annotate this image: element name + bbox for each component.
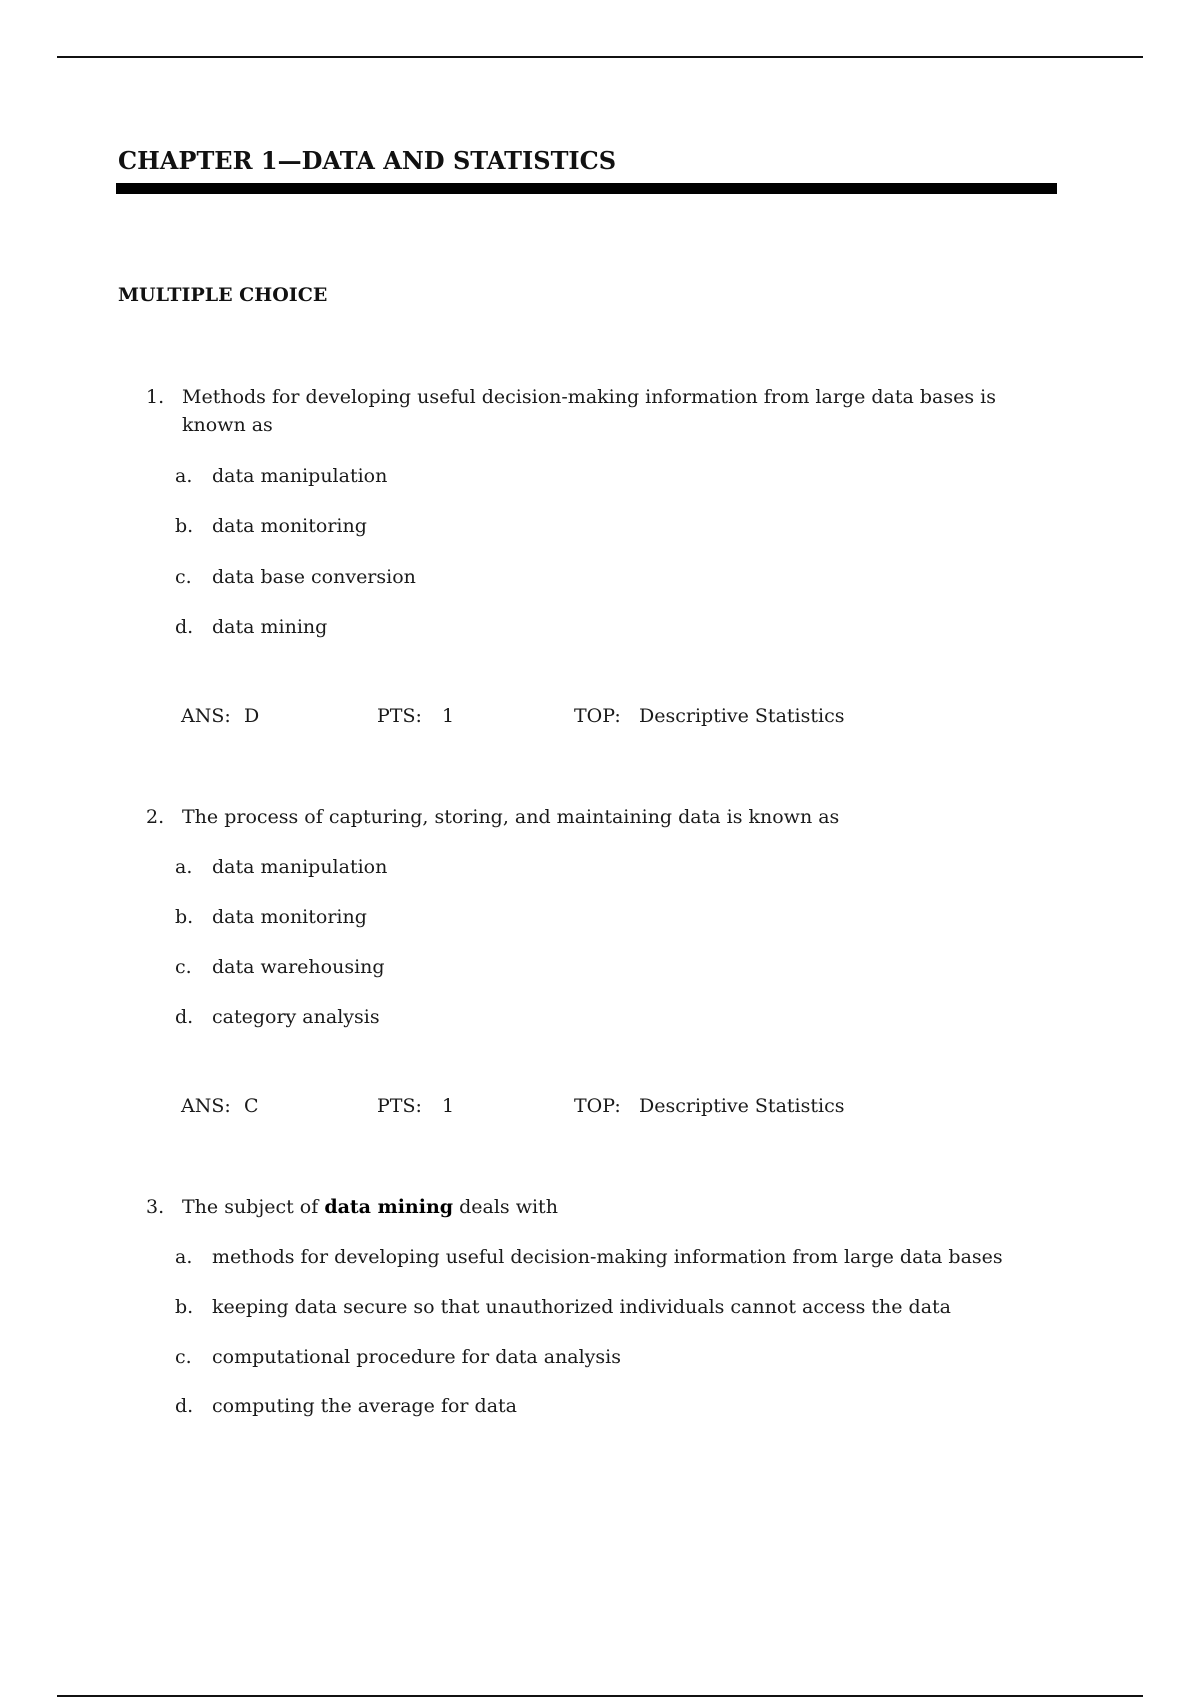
question-text	[182, 1193, 1052, 1221]
ans-value: C	[244, 1095, 259, 1117]
option-text: data monitoring	[212, 906, 367, 928]
section-heading: MULTIPLE CHOICE	[118, 284, 328, 306]
pts-label: PTS:	[377, 1095, 422, 1117]
question-text-emphasis: data mining	[324, 1196, 454, 1218]
option-text: category analysis	[212, 1006, 380, 1028]
option-b	[175, 512, 367, 540]
option-letter: b.	[175, 1296, 194, 1318]
question-text: The process of capturing, storing, and maintaining data is known as	[182, 806, 840, 828]
option-letter: b.	[175, 515, 194, 537]
option-text: data monitoring	[212, 515, 367, 537]
option-letter: a.	[175, 1246, 193, 1268]
option-c	[175, 563, 416, 591]
pts-value: 1	[442, 705, 455, 727]
option-b	[175, 903, 367, 931]
option-a	[175, 462, 387, 490]
question-number: 2.	[146, 806, 165, 828]
top-value: Descriptive Statistics	[639, 1095, 845, 1117]
ans-value: D	[244, 705, 260, 727]
question-number: 3.	[146, 1196, 165, 1218]
top-value: Descriptive Statistics	[639, 705, 845, 727]
question-text: Methods for developing useful decision-making information from large data bases is known as	[182, 386, 996, 436]
question-text-before: The subject of	[182, 1196, 325, 1218]
option-text: data manipulation	[212, 465, 388, 487]
question-number: 1.	[146, 386, 165, 408]
option-text: data mining	[212, 616, 328, 638]
option-text: methods for developing useful decision-making information from large data bases	[212, 1246, 1003, 1268]
option-d	[175, 613, 327, 641]
top-label: TOP:	[574, 1095, 621, 1117]
option-letter: b.	[175, 906, 194, 928]
ans-label: ANS:	[181, 705, 231, 727]
option-text: data warehousing	[212, 956, 385, 978]
option-letter: a.	[175, 856, 193, 878]
option-b	[175, 1293, 951, 1321]
option-text: computing the average for data	[212, 1395, 518, 1417]
option-letter: d.	[175, 1395, 194, 1417]
option-d	[175, 1003, 380, 1031]
option-letter: c.	[175, 1346, 192, 1368]
pts-label: PTS:	[377, 705, 422, 727]
option-letter: c.	[175, 956, 192, 978]
option-text: data base conversion	[212, 566, 416, 588]
option-text: data manipulation	[212, 856, 388, 878]
option-letter: c.	[175, 566, 192, 588]
option-letter: a.	[175, 465, 193, 487]
option-text: computational procedure for data analysis	[212, 1346, 621, 1368]
pts-value: 1	[442, 1095, 455, 1117]
option-a	[175, 1243, 1003, 1271]
question-text-after: deals with	[453, 1196, 558, 1218]
option-a	[175, 853, 387, 881]
page-bottom-rule	[57, 1695, 1143, 1697]
option-d	[175, 1392, 517, 1420]
chapter-title-underline	[116, 183, 1057, 194]
option-text: keeping data secure so that unauthorized individuals cannot access the data	[212, 1296, 951, 1318]
chapter-title: CHAPTER 1—DATA AND STATISTICS	[118, 146, 617, 175]
ans-label: ANS:	[181, 1095, 231, 1117]
page-top-rule	[57, 56, 1143, 58]
top-label: TOP:	[574, 705, 621, 727]
option-letter: d.	[175, 1006, 194, 1028]
option-letter: d.	[175, 616, 194, 638]
option-c	[175, 1343, 621, 1371]
option-c	[175, 953, 385, 981]
